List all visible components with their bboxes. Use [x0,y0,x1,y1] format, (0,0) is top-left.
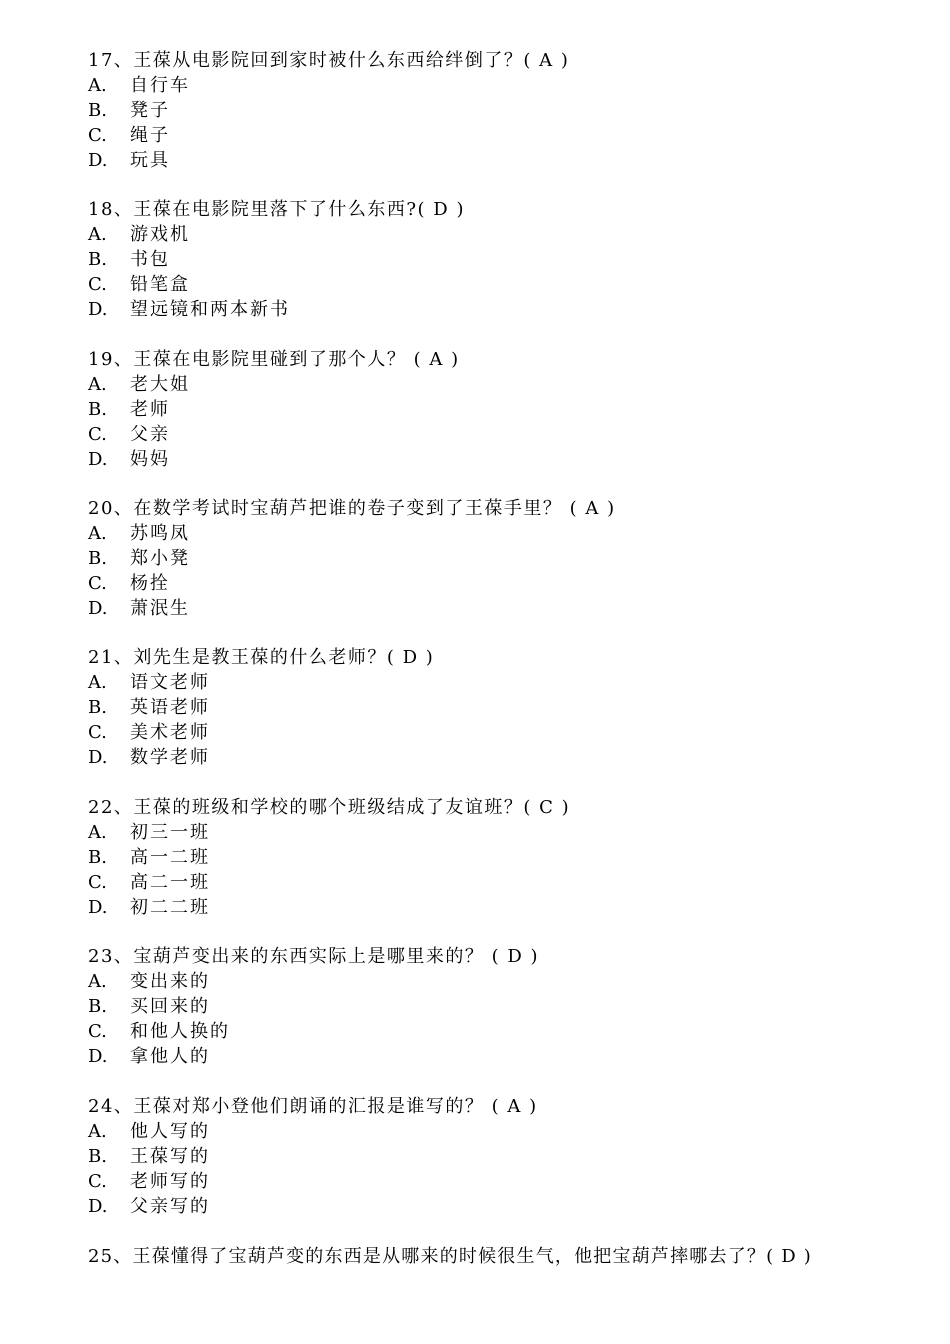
option-text: 望远镜和两本新书 [130,299,290,320]
option-letter: A. [88,822,107,843]
option-text: 初二二班 [130,897,210,918]
option-d [88,895,918,920]
option-c [88,720,918,745]
question-21 [88,645,918,770]
option-text: 苏鸣凤 [130,523,190,544]
option-text: 书包 [130,249,170,270]
option-letter: A. [88,224,107,245]
option-letter: C. [88,573,107,594]
option-text: 美术老师 [130,722,210,743]
option-b [88,397,918,422]
option-text: 英语老师 [130,697,210,718]
option-text: 铅笔盒 [130,274,190,295]
option-letter: C. [88,424,107,445]
option-a [88,969,918,994]
option-b [88,845,918,870]
question-text: 17、王葆从电影院回到家时被什么东西给绊倒了？( A ) [88,50,570,71]
option-letter: B. [88,996,107,1017]
option-d [88,148,918,173]
question-18 [88,197,918,322]
option-c [88,123,918,148]
option-text: 老大姐 [130,374,190,395]
option-c [88,1169,918,1194]
option-a [88,73,918,98]
question-text: 18、王葆在电影院里落下了什么东西?( D ) [88,199,465,220]
option-letter: C. [88,872,107,893]
question-17 [88,48,918,173]
question-22 [88,795,918,920]
option-text: 变出来的 [130,971,210,992]
question-text: 19、王葆在电影院里碰到了那个人？ ( A ) [88,349,460,370]
option-text: 语文老师 [130,672,210,693]
option-text: 自行车 [130,75,190,96]
option-text: 数学老师 [130,747,210,768]
option-letter: B. [88,697,107,718]
question-23 [88,944,918,1069]
option-text: 绳子 [130,125,170,146]
option-letter: C. [88,274,107,295]
option-text: 老师写的 [130,1171,210,1192]
option-d [88,745,918,770]
option-letter: C. [88,722,107,743]
option-letter: C. [88,125,107,146]
option-letter: D. [88,897,108,918]
option-b [88,247,918,272]
option-text: 杨拴 [130,573,170,594]
option-b [88,98,918,123]
question-text: 22、王葆的班级和学校的哪个班级结成了友谊班？( C ) [88,797,571,818]
option-letter: D. [88,1046,108,1067]
option-letter: A. [88,672,107,693]
option-b [88,1144,918,1169]
option-letter: D. [88,299,108,320]
option-d [88,447,918,472]
option-d [88,297,918,322]
option-text: 玩具 [130,150,170,171]
option-text: 王葆写的 [130,1146,210,1167]
question-25: 25、王葆懂得了宝葫芦变的东西是从哪来的时候很生气，他把宝葫芦摔哪去了？( D ) [88,1246,813,1267]
option-text: 老师 [130,399,170,420]
option-b [88,695,918,720]
option-text: 萧泯生 [130,598,190,619]
option-text: 游戏机 [130,224,190,245]
option-letter: C. [88,1171,107,1192]
option-letter: A. [88,971,107,992]
option-text: 初三一班 [130,822,210,843]
option-a [88,521,918,546]
option-a [88,1119,918,1144]
question-text: 23、宝葫芦变出来的东西实际上是哪里来的？ ( D ) [88,946,540,967]
option-a [88,222,918,247]
option-letter: A. [88,523,107,544]
option-text: 凳子 [130,100,170,121]
option-letter: D. [88,150,108,171]
option-text: 高二一班 [130,872,210,893]
option-letter: B. [88,847,107,868]
option-b [88,994,918,1019]
option-text: 高一二班 [130,847,210,868]
option-letter: B. [88,548,107,569]
option-a [88,372,918,397]
option-letter: D. [88,449,108,470]
option-text: 和他人换的 [130,1021,230,1042]
question-text: 24、王葆对郑小登他们朗诵的汇报是谁写的？ ( A ) [88,1096,538,1117]
option-text: 他人写的 [130,1121,210,1142]
option-letter: C. [88,1021,107,1042]
option-text: 拿他人的 [130,1046,210,1067]
option-text: 父亲 [130,424,170,445]
question-19 [88,347,918,472]
question-text: 20、在数学考试时宝葫芦把谁的卷子变到了王葆手里？ ( A ) [88,498,616,519]
option-letter: D. [88,1196,108,1217]
option-a [88,820,918,845]
option-b [88,546,918,571]
option-letter: A. [88,1121,107,1142]
option-letter: B. [88,399,107,420]
option-d [88,1044,918,1069]
option-d [88,596,918,621]
question-20 [88,496,918,621]
option-c [88,1019,918,1044]
option-text: 郑小凳 [130,548,190,569]
option-letter: B. [88,1146,107,1167]
option-letter: D. [88,598,108,619]
option-letter: A. [88,374,107,395]
option-letter: A. [88,75,107,96]
option-letter: D. [88,747,108,768]
option-c [88,422,918,447]
option-c [88,272,918,297]
option-c [88,571,918,596]
option-text: 妈妈 [130,449,170,470]
option-text: 父亲写的 [130,1196,210,1217]
option-a [88,670,918,695]
option-d [88,1194,918,1219]
question-24 [88,1094,918,1219]
option-letter: B. [88,249,107,270]
option-text: 买回来的 [130,996,210,1017]
option-c [88,870,918,895]
question-text: 21、刘先生是教王葆的什么老师？( D ) [88,647,435,668]
option-letter: B. [88,100,107,121]
